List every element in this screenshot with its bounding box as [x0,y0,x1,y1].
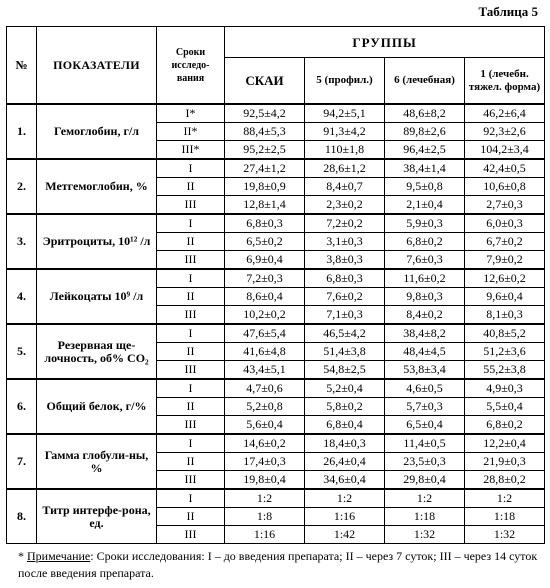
value-cell: 12,6±0,2 [465,269,545,288]
term-cell: II [157,508,225,526]
table-body [7,104,545,544]
value-cell: 6,8±0,4 [305,416,385,435]
value-cell: 54,8±2,5 [305,361,385,380]
header-num: № [7,27,37,105]
footnote-marker: * [18,549,24,563]
term-cell: I [157,214,225,233]
value-cell: 6,8±0,2 [465,416,545,435]
value-cell: 5,2±0,4 [305,379,385,398]
value-cell: 7,6±0,2 [305,288,385,306]
value-cell: 6,8±0,2 [385,233,465,251]
value-cell: 6,8±0,3 [225,214,305,233]
value-cell: 55,2±3,8 [465,361,545,380]
value-cell: 1:2 [465,489,545,508]
value-cell: 5,6±0,4 [225,416,305,435]
value-cell: 10,2±0,2 [225,306,305,325]
row-number: 7. [7,434,37,489]
table-row [7,489,545,508]
term-cell: II* [157,123,225,141]
value-cell: 3,1±0,3 [305,233,385,251]
value-cell: 104,2±3,4 [465,141,545,160]
value-cell: 6,9±0,4 [225,251,305,270]
term-cell: II [157,453,225,471]
value-cell: 17,4±0,3 [225,453,305,471]
indicator-name: Метгемоглобин, % [37,159,157,214]
value-cell: 6,5±0,4 [385,416,465,435]
indicator-name: Гамма глобули-ны, % [37,434,157,489]
value-cell: 1:18 [385,508,465,526]
term-cell: III [157,526,225,544]
value-cell: 42,4±0,5 [465,159,545,178]
footnote-text: : Сроки исследования: I – до введения препарата; II – через 7 суток; III – через 14 суток после введения препарата. [18,549,538,580]
term-cell: III [157,471,225,490]
value-cell: 5,7±0,3 [385,398,465,416]
value-cell: 4,6±0,5 [385,379,465,398]
value-cell: 28,6±1,2 [305,159,385,178]
value-cell: 27,4±1,2 [225,159,305,178]
value-cell: 4,7±0,6 [225,379,305,398]
value-cell: 94,2±5,1 [305,104,385,123]
term-cell: I [157,489,225,508]
value-cell: 18,4±0,3 [305,434,385,453]
value-cell: 92,5±4,2 [225,104,305,123]
term-cell: I [157,159,225,178]
table-row [7,434,545,453]
value-cell: 1:2 [385,489,465,508]
value-cell: 5,9±0,3 [385,214,465,233]
indicator-name: Титр интерфе-рона, ед. [37,489,157,544]
value-cell: 95,2±2,5 [225,141,305,160]
value-cell: 46,5±4,2 [305,324,385,343]
value-cell: 43,4±5,1 [225,361,305,380]
term-cell: III [157,251,225,270]
value-cell: 7,2±0,3 [225,269,305,288]
row-number: 3. [7,214,37,269]
header-terms: Сроки исследо-вания [157,27,225,105]
table-row [7,104,545,123]
term-cell: III* [157,141,225,160]
value-cell: 19,8±0,9 [225,178,305,196]
value-cell: 38,4±1,4 [385,159,465,178]
value-cell: 8,6±0,4 [225,288,305,306]
row-number: 1. [7,104,37,159]
value-cell: 3,8±0,3 [305,251,385,270]
value-cell: 28,8±0,2 [465,471,545,490]
value-cell: 1:8 [225,508,305,526]
value-cell: 6,5±0,2 [225,233,305,251]
footnote-label: Примечание [27,549,91,563]
indicator-name: Резервная ще-лочность, об% CO₂ [37,324,157,379]
indicator-name: Общий белок, г/% [37,379,157,434]
term-cell: III [157,196,225,215]
table-caption: Таблица 5 [478,4,538,19]
term-cell: II [157,178,225,196]
term-cell: II [157,288,225,306]
value-cell: 7,1±0,3 [305,306,385,325]
value-cell: 34,6±0,4 [305,471,385,490]
term-cell: I* [157,104,225,123]
header-group-1: 1 (лечебн. тяжел. форма) [465,58,545,105]
term-cell: III [157,361,225,380]
value-cell: 2,3±0,2 [305,196,385,215]
term-cell: II [157,398,225,416]
table-row [7,379,545,398]
value-cell: 89,8±2,6 [385,123,465,141]
header-indicators: ПОКАЗАТЕЛИ [37,27,157,105]
value-cell: 4,9±0,3 [465,379,545,398]
term-cell: I [157,379,225,398]
value-cell: 1:16 [305,508,385,526]
value-cell: 51,4±3,8 [305,343,385,361]
term-cell: I [157,434,225,453]
value-cell: 8,4±0,2 [385,306,465,325]
value-cell: 12,8±1,4 [225,196,305,215]
value-cell: 1:2 [225,489,305,508]
value-cell: 91,3±4,2 [305,123,385,141]
table-row [7,324,545,343]
value-cell: 48,6±8,2 [385,104,465,123]
header-group-6: 6 (лечебная) [385,58,465,105]
value-cell: 23,5±0,3 [385,453,465,471]
value-cell: 6,7±0,2 [465,233,545,251]
value-cell: 6,0±0,3 [465,214,545,233]
value-cell: 110±1,8 [305,141,385,160]
value-cell: 2,7±0,3 [465,196,545,215]
row-number: 2. [7,159,37,214]
term-cell: II [157,343,225,361]
value-cell: 9,8±0,3 [385,288,465,306]
value-cell: 12,2±0,4 [465,434,545,453]
value-cell: 1:16 [225,526,305,544]
value-cell: 48,4±4,5 [385,343,465,361]
value-cell: 1:18 [465,508,545,526]
value-cell: 14,6±0,2 [225,434,305,453]
value-cell: 5,2±0,8 [225,398,305,416]
table-row [7,159,545,178]
value-cell: 40,8±5,2 [465,324,545,343]
indicator-name: Гемоглобин, г/л [37,104,157,159]
value-cell: 7,6±0,3 [385,251,465,270]
value-cell: 9,5±0,8 [385,178,465,196]
value-cell: 53,8±3,4 [385,361,465,380]
value-cell: 5,5±0,4 [465,398,545,416]
term-cell: II [157,233,225,251]
row-number: 8. [7,489,37,544]
value-cell: 11,6±0,2 [385,269,465,288]
value-cell: 46,2±6,4 [465,104,545,123]
value-cell: 7,2±0,2 [305,214,385,233]
value-cell: 29,8±0,4 [385,471,465,490]
value-cell: 9,6±0,4 [465,288,545,306]
indicator-name: Лейкоцаты 10⁹ /л [37,269,157,324]
header-group-5: 5 (профил.) [305,58,385,105]
term-cell: III [157,306,225,325]
table-row [7,269,545,288]
term-cell: III [157,416,225,435]
value-cell: 21,9±0,3 [465,453,545,471]
footnote [18,548,538,582]
value-cell: 26,4±0,4 [305,453,385,471]
value-cell: 11,4±0,5 [385,434,465,453]
indicator-name: Эритроциты, 10¹² /л [37,214,157,269]
term-cell: I [157,269,225,288]
value-cell: 96,4±2,5 [385,141,465,160]
value-cell: 8,1±0,3 [465,306,545,325]
value-cell: 19,8±0,4 [225,471,305,490]
value-cell: 1:32 [385,526,465,544]
value-cell: 1:42 [305,526,385,544]
value-cell: 92,3±2,6 [465,123,545,141]
row-number: 6. [7,379,37,434]
value-cell: 51,2±3,6 [465,343,545,361]
value-cell: 8,4±0,7 [305,178,385,196]
results-table [6,26,545,544]
value-cell: 7,9±0,2 [465,251,545,270]
table-row [7,214,545,233]
value-cell: 88,4±5,3 [225,123,305,141]
row-number: 4. [7,269,37,324]
value-cell: 41,6±4,8 [225,343,305,361]
row-number: 5. [7,324,37,379]
value-cell: 1:2 [305,489,385,508]
term-cell: I [157,324,225,343]
header-groups: ГРУППЫ [225,27,545,58]
value-cell: 38,4±8,2 [385,324,465,343]
value-cell: 6,8±0,3 [305,269,385,288]
value-cell: 2,1±0,4 [385,196,465,215]
value-cell: 1:32 [465,526,545,544]
value-cell: 47,6±5,4 [225,324,305,343]
value-cell: 10,6±0,8 [465,178,545,196]
header-group-skai: СКАИ [225,58,305,105]
value-cell: 5,8±0,2 [305,398,385,416]
